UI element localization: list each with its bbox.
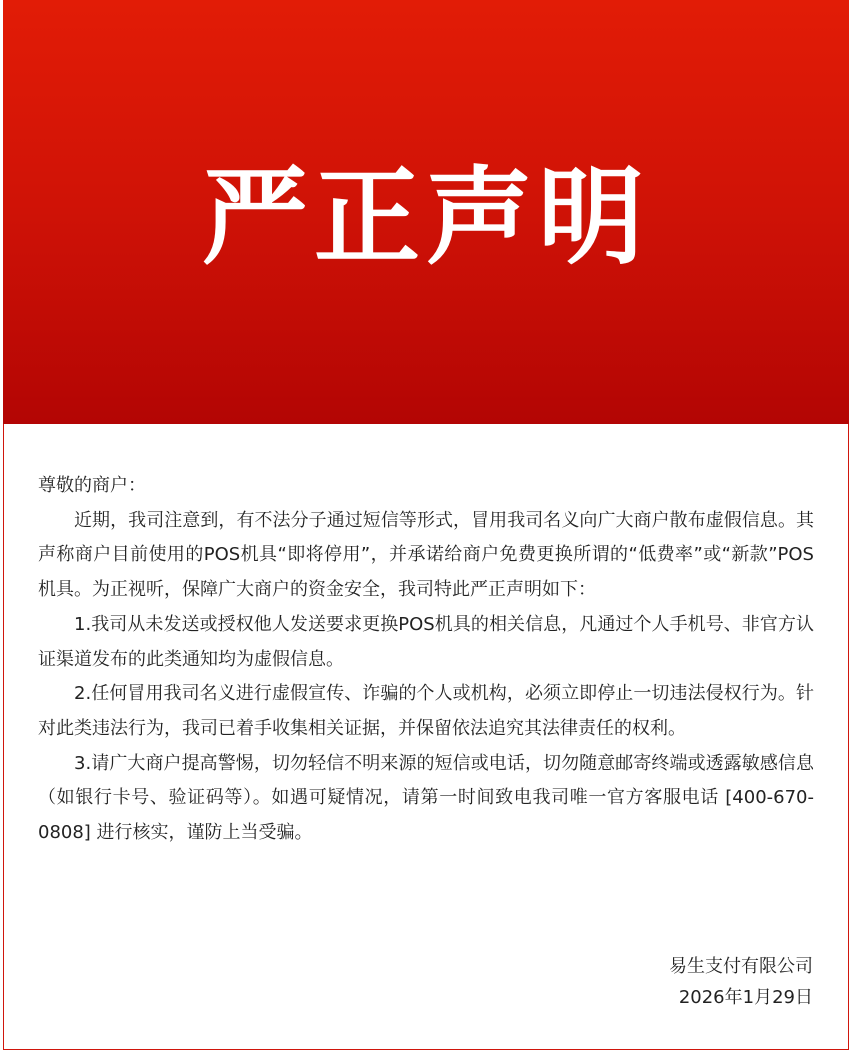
page-title: 严正声明 <box>202 156 650 279</box>
statement-point-1: 1.我司从未发送或授权他人发送要求更换POS机具的相关信息，凡通过个人手机号、非官方认证渠道发布的此类通知均为虚假信息。 <box>38 613 814 670</box>
header-banner <box>3 0 849 424</box>
statement-date: 2026年1月29日 <box>678 987 813 1008</box>
statement-point-3: 3.请广大商户提高警惕，切勿轻信不明来源的短信或电话，切勿随意邮寄终端或透露敏感信息（如银行卡号、验证码等）。如遇可疑情况，请第一时间致电我司唯一官方客服电话 [400-670-0808] 进行核实，谨防上当受骗。 <box>38 752 814 844</box>
statement-point-2: 2.任何冒用我司名义进行虚假宣传、诈骗的个人或机构，必须立即停止一切违法侵权行为。针对此类违法行为，我司已着手收集相关证据，并保留依法追究其法律责任的权利。 <box>38 683 814 739</box>
company-name: 易生支付有限公司 <box>669 956 813 977</box>
salutation: 尊敬的商户： <box>38 475 146 496</box>
statement-body <box>38 469 814 851</box>
signature-block <box>669 951 813 1013</box>
intro-paragraph: 近期，我司注意到，有不法分子通过短信等形式，冒用我司名义向广大商户散布虚假信息。其声称商户目前使用的POS机具“即将停用”，并承诺给商户免费更换所谓的“低费率”或“新款”POS机具。为正视听，保障广大商户的资金安全，我司特此严正声明如下： <box>38 509 814 601</box>
